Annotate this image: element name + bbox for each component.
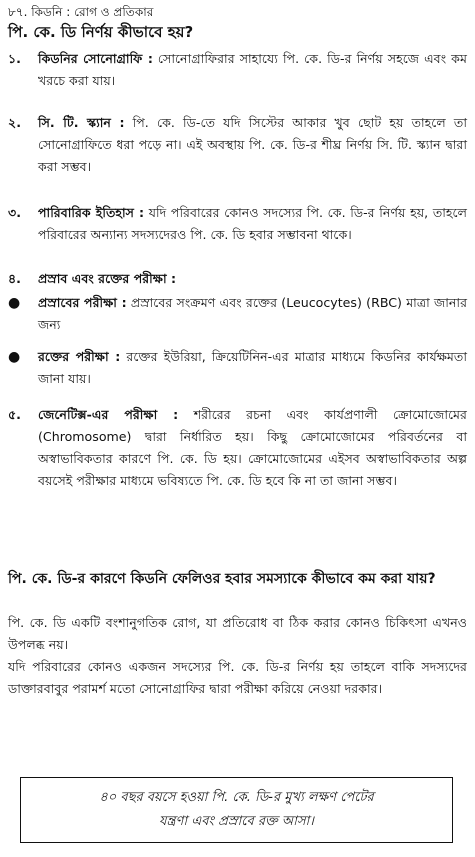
bullet-body: রক্তের ইউরিয়া, ক্রিয়েটিনিন-এর মাত্রার মাধ্যমে কিডনির কার্যক্ষমতা জানা যায়। xyxy=(38,349,468,386)
item-number: ৪. xyxy=(8,271,21,286)
item-heading: প্রস্রাব এবং রক্তের পরীক্ষা : xyxy=(38,271,177,286)
diagnosis-item-family-history xyxy=(8,202,467,246)
section-question: পি. কে. ডি-র কারণে কিডনি ফেলিওর হবার সমস্যাকে কীভাবে কম করা যায়? xyxy=(8,571,436,587)
bullet-body: প্রস্রাবের সংক্রমণ এবং রক্তের (Leucocytes) (RBC) মাত্রা জানার জন্য xyxy=(38,295,468,332)
highlight-line-2: যন্ত্রণা এবং প্রস্রাবে রক্ত আসা। xyxy=(159,814,314,829)
item-heading: জেনেটিক্স-এর পরীক্ষা : xyxy=(38,407,179,422)
bullet-heading: রক্তের পরীক্ষা : xyxy=(38,349,121,364)
bullet-urine-test xyxy=(8,292,467,336)
item-body: সোনোগ্রাফিরার সাহায্যে পি. কে. ডি-র নির্ণয় সহজে এবং কম খরচে করা যায়। xyxy=(38,51,467,88)
paragraph-family-screening: যদি পরিবারের কোনও একজন সদস্যের পি. কে. ডি-র নির্ণয় হয় তাহলে বাকি সদস্যদের ডাক্তারবাবুর পরামর্শ মতো সোনোগ্রাফির দ্বারা পরীক্ষা করিয়ে নেওয়া দরকার। xyxy=(8,659,467,696)
bullet-blood-test xyxy=(8,346,467,390)
highlight-line-1: ৪০ বছর বয়সে হওয়া পি. কে. ডি-র মুখ্য লক্ষণ পেটের xyxy=(99,790,374,805)
paragraph-hereditary: পি. কে. ডি একটি বংশানুগতিক রোগ, যা প্রতিরোধ বা ঠিক করার কোনও চিকিৎসা এখনও উপলব্ধ নয়। xyxy=(8,615,467,652)
diagnosis-item-urine-blood-tests xyxy=(8,268,467,290)
highlight-box xyxy=(20,777,453,843)
item-body: যদি পরিবারের কোনও সদস্যের পি. কে. ডি-র নির্ণয় হয়, তাহলে পরিবারের অন্যান্য সদস্যদেরও পি. কে. ডি হবার সম্ভাবনা থাকে। xyxy=(38,205,467,242)
diagnosis-item-sonography xyxy=(8,48,467,92)
diagnosis-item-genetics xyxy=(8,404,467,492)
item-heading: কিডনির সোনোগ্রাফি : xyxy=(38,51,153,66)
item-number: ১. xyxy=(8,51,21,66)
diagnosis-item-ct-scan xyxy=(8,112,467,178)
item-number: ৫. xyxy=(8,407,21,422)
bullet-heading: প্রস্রাবের পরীক্ষা : xyxy=(38,295,127,310)
item-heading: সি. টি. স্ক্যান : xyxy=(38,115,125,130)
running-header: ৮৭. কিডনি : রোগ ও প্রতিকার xyxy=(8,5,154,19)
bullet-icon: ● xyxy=(8,295,21,311)
item-number: ৩. xyxy=(8,205,21,220)
item-number: ২. xyxy=(8,115,21,130)
item-body: পি. কে. ডি-তে যদি সিস্টের আকার খুব ছোট হয় তাহলে তা সোনোগ্রাফিতে ধরা পড়ে না। এই অবস্থায় পি. কে. ডি-র শীঘ্র নির্ণয় সি. টি. স্ক্যান দ্বারা করা সম্ভব। xyxy=(38,115,467,174)
item-heading: পারিবারিক ইতিহাস : xyxy=(38,205,145,220)
bullet-icon: ● xyxy=(8,349,21,365)
page-title: পি. কে. ডি নির্ণয় কীভাবে হয়? xyxy=(8,23,194,41)
item-body: শরীরের রচনা এবং কার্যপ্রণালী ক্রোমোজোমের (Chromosome) দ্বারা নির্ধারিত হয়। কিছু ক্রোমোজোমের পরিবর্তনের বা অস্বাভাবিকতার কারণে পি. কে. ডি হয়। ক্রোমোজোমের এইসব অস্বাভাবিকতার অল্প বয়সেই পরীক্ষার মাধ্যমে ভবিষ্যতে পি. কে. ডি হবে কি না তা জানা সম্ভব। xyxy=(38,407,467,488)
